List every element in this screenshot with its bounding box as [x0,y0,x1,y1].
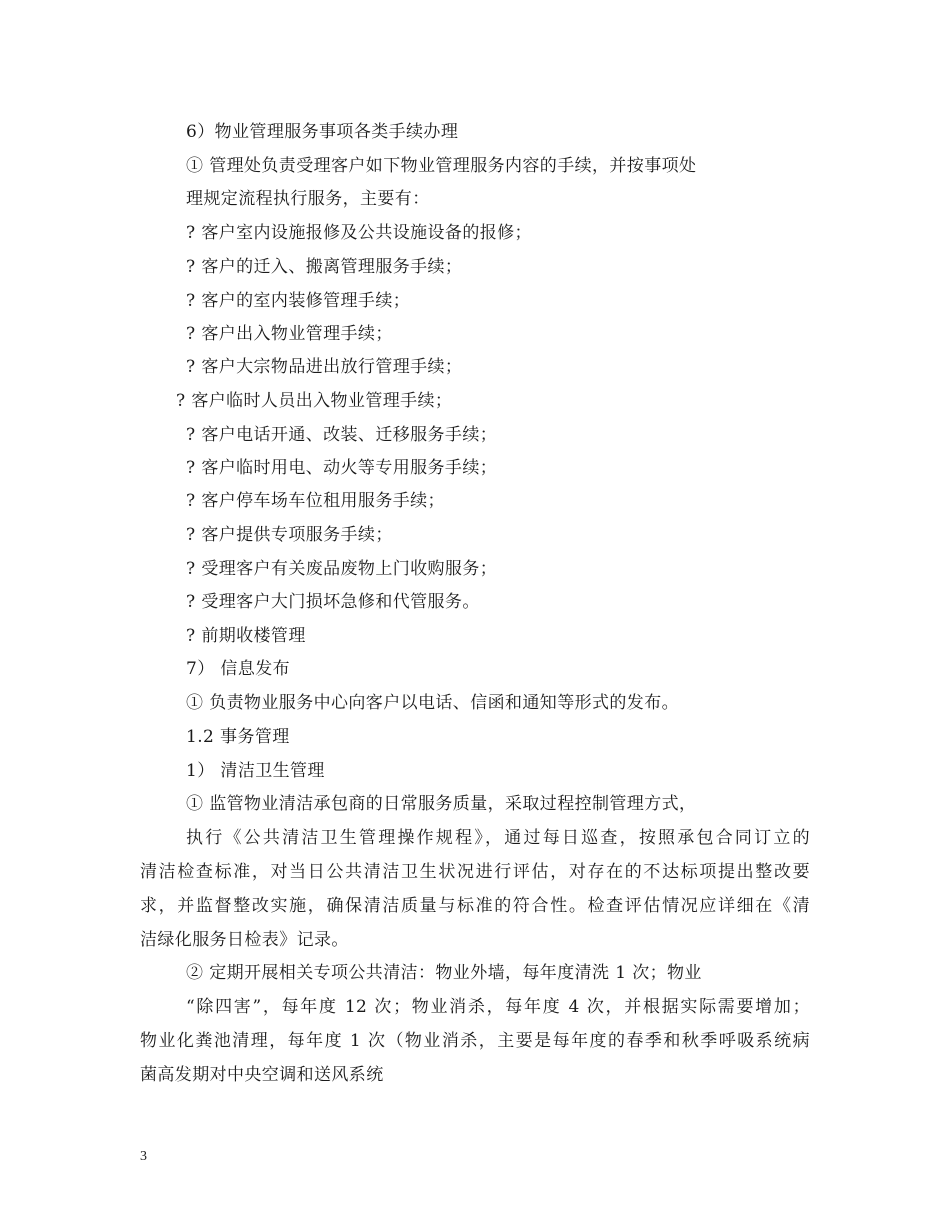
list-item: ? 客户提供专项服务手续； [186,525,393,545]
subsection-heading: 1） 清洁卫生管理 [186,761,325,781]
paragraph-line: 求，并监督整改实施，确保清洁质量与标准的符合性。检查评估情况应详细在《清 [140,896,810,916]
paragraph-line: 执行《公共清洁卫生管理操作规程》，通过每日巡查，按照承包合同订立的 [186,828,810,848]
paragraph-line: ① 监管物业清洁承包商的日常服务质量，采取过程控制管理方式， [186,794,697,814]
paragraph-line: ② 定期开展相关专项公共清洁：物业外墙，每年度清洗 1 次；物业 [186,963,702,983]
list-item: ? 前期收楼管理 [186,626,306,646]
list-item: ? 客户停车场车位租用服务手续； [186,491,445,511]
page-number: 3 [140,1149,147,1164]
heading-procedures: 6）物业管理服务事项各类手续办理 [186,122,459,142]
list-item: ? 客户临时用电、动火等专用服务手续； [186,458,498,478]
list-item: ? 受理客户有关废品废物上门收购服务； [186,559,498,579]
heading-information-release: 7） 信息发布 [186,659,291,679]
list-item: ? 客户大宗物品进出放行管理手续； [186,357,463,377]
paragraph-line: 理规定流程执行服务，主要有： [186,189,430,209]
paragraph-line: 洁绿化服务日检表》记录。 [140,930,349,950]
paragraph-line: 清洁检查标准，对当日公共清洁卫生状况进行评估，对存在的不达标项提出整改要 [140,862,810,882]
list-item: ? 客户临时人员出入物业管理手续； [176,391,453,411]
section-heading: 1.2 事务管理 [186,727,290,747]
list-item: ? 客户出入物业管理手续； [186,324,393,344]
list-item: ? 客户电话开通、改装、迁移服务手续； [186,425,498,445]
paragraph-line: 物业化粪池清理，每年度 1 次（物业消杀，主要是每年度的春季和秋季呼吸系统病 [140,1031,810,1051]
paragraph-line: ① 管理处负责受理客户如下物业管理服务内容的手续，并按事项处 [186,156,697,176]
list-item: ? 客户的室内装修管理手续； [186,291,411,311]
list-item: ? 客户的迁入、搬离管理服务手续； [186,257,463,277]
list-item: ? 客户室内设施报修及公共设施设备的报修； [186,223,532,243]
paragraph-line: “除四害”，每年度 12 次；物业消杀，每年度 4 次，并根据实际需要增加； [186,997,810,1017]
paragraph-line: ① 负责物业服务中心向客户以电话、信函和通知等形式的发布。 [186,693,680,713]
list-item: ? 受理客户大门损坏急修和代管服务。 [186,592,480,612]
paragraph-line: 菌高发期对中央空调和送风系统 [140,1065,384,1085]
